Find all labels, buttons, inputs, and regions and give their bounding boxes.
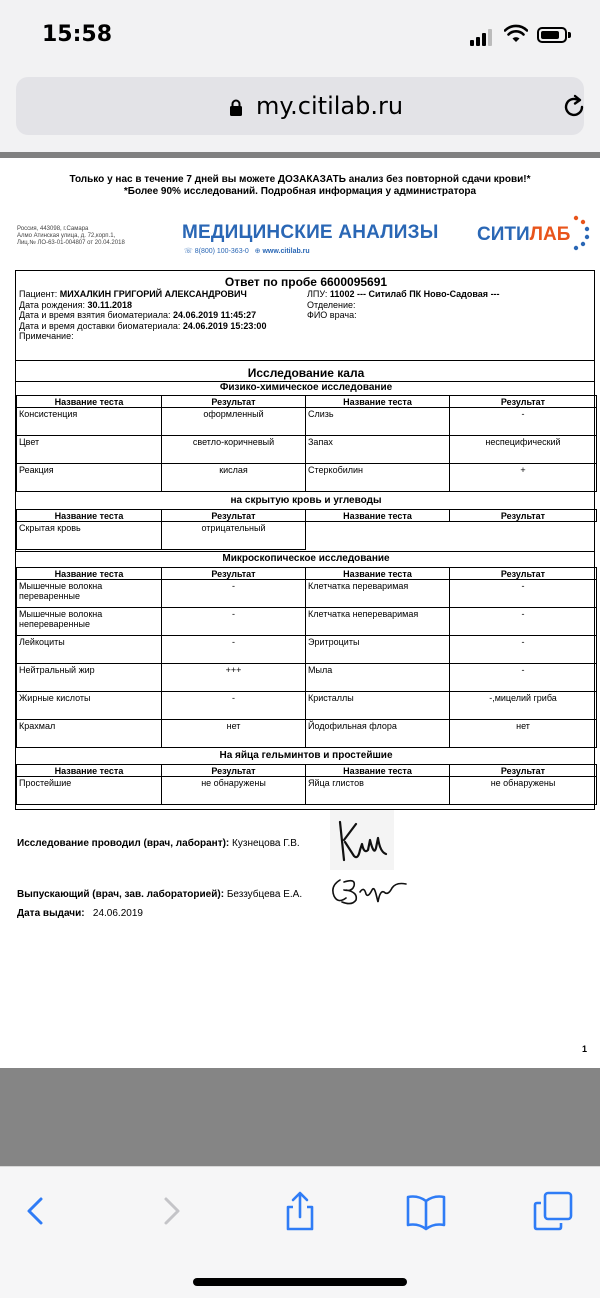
delivered-value: 24.06.2019 15:23:00 bbox=[182, 320, 267, 331]
performed-label: Исследование проводил (врач, лаборант): bbox=[17, 838, 230, 849]
status-bar bbox=[0, 0, 600, 72]
patient-info bbox=[19, 289, 266, 342]
test-result: - bbox=[450, 664, 597, 692]
table-row bbox=[17, 692, 597, 720]
logo-citi-text: СИТИ bbox=[477, 224, 530, 245]
doctor-label: ФИО врача: bbox=[307, 310, 357, 320]
section-physchem-title: Физико-химическое исследование bbox=[219, 382, 393, 393]
col-header: Название теста bbox=[306, 396, 450, 408]
test-name: Простейшие bbox=[17, 777, 162, 805]
table-row bbox=[17, 464, 597, 492]
license-line: Лиц.№ ЛО-63-01-004807 от 20.04.2018 bbox=[17, 240, 125, 246]
logo-lab-text: ЛАБ bbox=[529, 224, 571, 245]
phone-icon: ☏ bbox=[184, 248, 193, 255]
test-result: - bbox=[450, 580, 597, 608]
forward-icon[interactable] bbox=[150, 1191, 190, 1231]
address-bar[interactable] bbox=[16, 77, 584, 135]
patient-label: Пациент: bbox=[19, 289, 58, 299]
col-header: Название теста bbox=[17, 396, 162, 408]
address-line: Алмо Атинская улица, д. 72,корп.1, bbox=[17, 233, 116, 239]
col-header: Название теста bbox=[17, 765, 162, 777]
col-header: Название теста bbox=[306, 510, 450, 522]
test-result: - bbox=[162, 636, 306, 664]
test-name: Запах bbox=[306, 436, 450, 464]
test-result: - bbox=[162, 692, 306, 720]
empty-cell bbox=[306, 522, 450, 550]
globe-icon: ⊕ bbox=[254, 248, 261, 255]
col-header: Результат bbox=[162, 510, 306, 522]
note-label: Примечание: bbox=[19, 331, 74, 341]
bookmarks-icon[interactable] bbox=[406, 1191, 446, 1231]
test-result: -,мицелий гриба bbox=[450, 692, 597, 720]
test-name: Скрытая кровь bbox=[17, 522, 162, 550]
physchem-table bbox=[16, 395, 597, 492]
reload-icon[interactable] bbox=[561, 94, 587, 120]
brand-site: www.citilab.ru bbox=[262, 248, 310, 255]
test-result: светло-коричневый bbox=[162, 436, 306, 464]
test-result: не обнаружены bbox=[162, 777, 306, 805]
signature-image bbox=[330, 810, 394, 870]
notice-line-1: Только у нас в течение 7 дней вы можете ДОЗАКАЗАТЬ анализ без повторной сдачи крови!* bbox=[69, 174, 531, 185]
col-header: Название теста bbox=[17, 510, 162, 522]
test-result: + bbox=[450, 464, 597, 492]
browser-address-area bbox=[0, 72, 600, 152]
status-time: 15:58 bbox=[42, 22, 113, 47]
dob-label: Дата рождения: bbox=[19, 299, 85, 310]
test-name: Жирные кислоты bbox=[17, 692, 162, 720]
test-name: Йодофильная флора bbox=[306, 720, 450, 748]
test-name: Клетчатка непереваримая bbox=[306, 608, 450, 636]
test-name: Слизь bbox=[306, 408, 450, 436]
issue-date-line bbox=[17, 908, 143, 919]
col-header: Название теста bbox=[306, 765, 450, 777]
dept-label: Отделение: bbox=[307, 299, 356, 310]
section-occult-title: на скрытую кровь и углеводы bbox=[230, 495, 382, 506]
wifi-icon bbox=[504, 24, 528, 44]
logo-dots-icon bbox=[564, 214, 594, 254]
brand-phone: 8(800) 100-363-0 bbox=[194, 248, 249, 255]
test-result: - bbox=[450, 636, 597, 664]
test-result: - bbox=[162, 608, 306, 636]
address-line: Россия, 443098, г.Самара bbox=[17, 226, 89, 232]
taken-value: 24.06.2019 11:45:27 bbox=[173, 310, 257, 320]
table-row bbox=[17, 777, 597, 805]
released-name: Беззубцева Е.А. bbox=[226, 889, 303, 900]
test-result: +++ bbox=[162, 664, 306, 692]
test-name: Цвет bbox=[17, 436, 162, 464]
issued-date: 24.06.2019 bbox=[92, 908, 143, 919]
table-row bbox=[17, 436, 597, 464]
lpu-value: 11002 --- Ситилаб ПК Ново-Садовая --- bbox=[329, 289, 500, 299]
section-micro-title: Микроскопическое исследование bbox=[222, 553, 390, 564]
test-name: Лейкоциты bbox=[17, 636, 162, 664]
study-title: Исследование кала bbox=[247, 366, 365, 380]
col-header: Результат bbox=[450, 765, 597, 777]
brand-title: МЕДИЦИНСКИЕ АНАЛИЗЫ bbox=[182, 222, 439, 243]
lab-report-page bbox=[0, 158, 600, 1068]
report-title: Ответ по пробе 6600095691 bbox=[224, 275, 388, 289]
url-text: my.citilab.ru bbox=[256, 92, 404, 120]
table-row bbox=[17, 522, 597, 550]
test-name: Мыла bbox=[306, 664, 450, 692]
empty-cell bbox=[450, 522, 597, 550]
table-row bbox=[17, 720, 597, 748]
test-name: Мышечные волокна переваренные bbox=[17, 580, 162, 608]
test-name: Мышечные волокна непереваренные bbox=[17, 608, 162, 636]
cellular-signal-icon bbox=[470, 28, 494, 46]
test-result: оформленный bbox=[162, 408, 306, 436]
table-row bbox=[17, 608, 597, 636]
citilab-logo bbox=[477, 224, 570, 246]
test-result: не обнаружены bbox=[450, 777, 597, 805]
test-name: Клетчатка переваримая bbox=[306, 580, 450, 608]
occult-table bbox=[16, 509, 597, 550]
table-row bbox=[17, 636, 597, 664]
browser-toolbar bbox=[0, 1166, 600, 1298]
taken-label: Дата и время взятия биоматериала: bbox=[19, 310, 171, 320]
test-result: - bbox=[450, 408, 597, 436]
section-helminth-title: На яйца гельминтов и простейшие bbox=[219, 750, 393, 761]
test-name: Стеркобилин bbox=[306, 464, 450, 492]
test-result: нет bbox=[162, 720, 306, 748]
test-result: отрицательный bbox=[162, 522, 306, 550]
test-result: нет bbox=[450, 720, 597, 748]
patient-name: МИХАЛКИН ГРИГОРИЙ АЛЕКСАНДРОВИЧ bbox=[59, 289, 247, 299]
test-name: Яйца глистов bbox=[306, 777, 450, 805]
brand-contacts bbox=[184, 247, 310, 255]
test-result: кислая bbox=[162, 464, 306, 492]
test-name: Эритроциты bbox=[306, 636, 450, 664]
dob-value: 30.11.2018 bbox=[87, 299, 133, 310]
test-name: Крахмал bbox=[17, 720, 162, 748]
test-name: Нейтральный жир bbox=[17, 664, 162, 692]
page-number: 1 bbox=[582, 1044, 588, 1054]
test-name: Реакция bbox=[17, 464, 162, 492]
table-row bbox=[17, 580, 597, 608]
lock-icon bbox=[229, 99, 243, 116]
micro-table bbox=[16, 567, 597, 748]
col-header: Результат bbox=[162, 396, 306, 408]
test-result: - bbox=[450, 608, 597, 636]
clinic-info bbox=[307, 289, 500, 321]
home-indicator[interactable] bbox=[193, 1278, 407, 1286]
test-name: Кристаллы bbox=[306, 692, 450, 720]
test-result: - bbox=[162, 580, 306, 608]
tabs-icon[interactable] bbox=[533, 1191, 573, 1231]
col-header: Результат bbox=[450, 510, 597, 522]
col-header: Название теста bbox=[17, 568, 162, 580]
col-header: Результат bbox=[162, 568, 306, 580]
promo-notice bbox=[0, 174, 600, 198]
test-result: неспецифический bbox=[450, 436, 597, 464]
released-by-line bbox=[17, 889, 302, 900]
issued-label: Дата выдачи: bbox=[17, 908, 85, 919]
helminth-table bbox=[16, 764, 597, 805]
battery-icon bbox=[537, 27, 567, 43]
back-icon[interactable] bbox=[17, 1191, 57, 1231]
table-row bbox=[17, 408, 597, 436]
lpu-label: ЛПУ: bbox=[307, 289, 328, 299]
signature-image bbox=[326, 876, 408, 906]
col-header: Результат bbox=[450, 568, 597, 580]
lab-address bbox=[17, 226, 125, 247]
test-name: Консистенция bbox=[17, 408, 162, 436]
performed-name: Кузнецова Г.В. bbox=[232, 838, 300, 849]
table-row bbox=[17, 664, 597, 692]
col-header: Результат bbox=[162, 765, 306, 777]
report-frame bbox=[15, 270, 595, 810]
col-header: Результат bbox=[450, 396, 597, 408]
share-icon[interactable] bbox=[280, 1191, 320, 1231]
released-label: Выпускающий (врач, зав. лабораторией): bbox=[17, 889, 225, 900]
delivered-label: Дата и время доставки биоматериала: bbox=[19, 320, 181, 331]
notice-line-2: *Более 90% исследований. Подробная информация у администратора bbox=[123, 186, 477, 197]
performed-by-line bbox=[17, 838, 300, 849]
col-header: Название теста bbox=[306, 568, 450, 580]
document-viewer-background bbox=[0, 1068, 600, 1166]
